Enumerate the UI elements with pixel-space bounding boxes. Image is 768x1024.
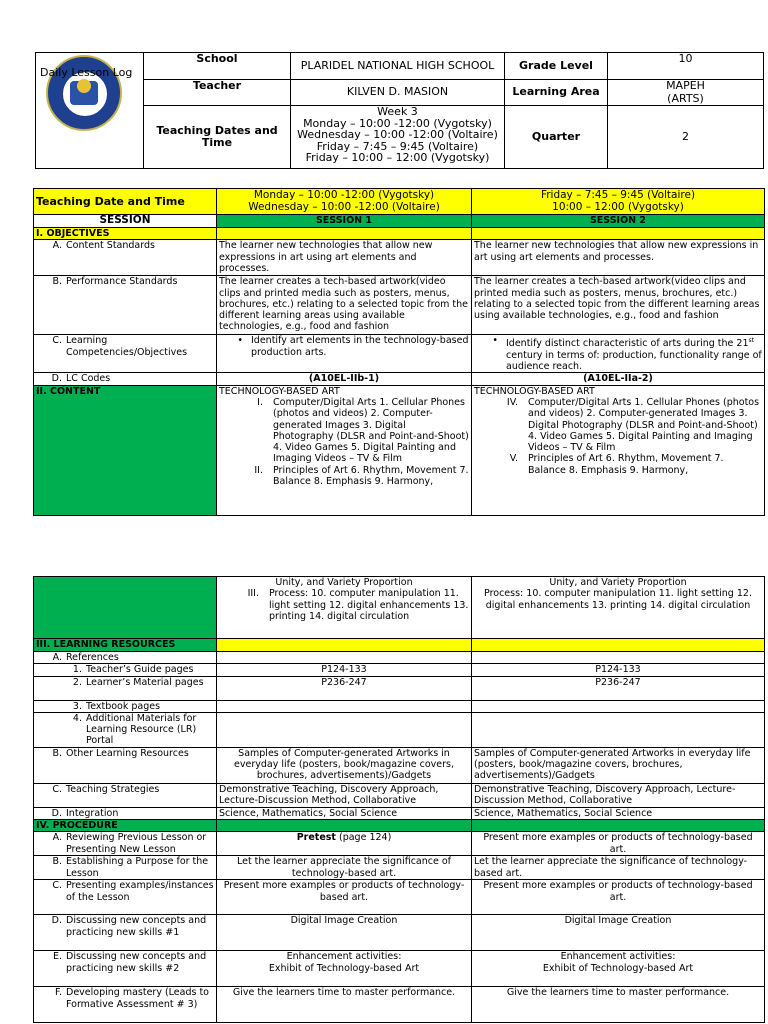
procedure-d-label: D. Discussing new concepts and practicing new skills #1 (34, 915, 217, 951)
procedure-a-s2: Present more examples or products of technology-based art. (472, 832, 765, 856)
session1-time: Monday – 10:00 -12:00 (Vygotsky) Wednesday – 10:00 -12:00 (Voltaire) (217, 189, 472, 215)
grade-level-value: 10 (608, 53, 764, 80)
session1-label: SESSION 1 (217, 215, 472, 228)
procedure-c-label: C. Presenting examples/instances of the Lesson (34, 880, 217, 915)
learning-competencies-s1: • Identify art elements in the technology-based production arts. (217, 335, 472, 373)
learning-area-value (608, 80, 764, 106)
other-resources-s2: Samples of Computer-generated Artworks in everyday life (posters, book/magazine covers, brochures, advertisements)/Gadgets (472, 747, 765, 783)
learning-area-line-2: (ARTS) (667, 91, 704, 105)
procedure-c-s1: Present more examples or products of technology-based art. (217, 880, 472, 915)
teaching-strategies-s2: Demonstrative Teaching, Discovery Approach, Lecture-Discussion Method, Collaborative (472, 783, 765, 807)
integration-s1: Science, Mathematics, Social Science (217, 807, 472, 819)
procedure-f-s1: Give the learners time to master performance. (217, 987, 472, 1023)
procedure-e-s1: Enhancement activities: Exhibit of Technology-based Art (217, 951, 472, 987)
teaching-dates-value: Week 3 Monday – 10:00 -12:00 (Vygotsky) Wednesday – 10:00 -12:00 (Voltaire) Friday – 7:45 – 9:45 (Voltaire) Friday – 10:00 – 12:00 (Vygotsky) (291, 106, 505, 169)
teacher-label: Teacher (144, 80, 291, 106)
quarter-label: Quarter (505, 106, 608, 169)
content-cont-s1: Unity, and Variety Proportion III. Process: 10. computer manipulation 11. light setting 12. digital enhancements 13. printing 14. digital circulation (217, 577, 472, 639)
lc-code-s2: (A10EL-IIa-2) (472, 373, 765, 385)
other-resources-label: B. Other Learning Resources (34, 747, 217, 783)
quarter-value: 2 (608, 106, 764, 169)
teachers-guide-s1: P124-133 (217, 664, 472, 676)
content-continued (34, 577, 217, 639)
teaching-date-time-label: Teaching Date and Time (34, 189, 217, 215)
content-cont-s2: Unity, and Variety Proportion Process: 10. computer manipulation 11. light setting 12. digital enhancements 13. printing 14. digital circulation (472, 577, 765, 639)
procedure-d-s1: Digital Image Creation (217, 915, 472, 951)
procedure-c-s2: Present more examples or products of technology-based art. (472, 880, 765, 915)
integration-s2: Science, Mathematics, Social Science (472, 807, 765, 819)
lc-codes-label: D. LC Codes (34, 373, 217, 385)
procedure-e-s2: Enhancement activities: Exhibit of Technology-based Art (472, 951, 765, 987)
grade-level-label: Grade Level (505, 53, 608, 80)
learning-area-label: Learning Area (505, 80, 608, 106)
content-s2: TECHNOLOGY-BASED ART IV. Computer/Digital Arts 1. Cellular Phones (photos and videos) 2. Computer-generated Images 3. Digital Photography (DLSR and Point-and-Shoot) 4. Video Games 5. Digital Painting and Imaging Videos – TV & Film V. Principles of Art 6. Rhythm, Movement 7. Balance 8. Emphasis 9. Harmony, (472, 385, 765, 515)
learners-material-label: 2. Learner’s Material pages (34, 676, 217, 700)
content-standards-s2: The learner new technologies that allow new expressions in art using art elements and processes. (472, 240, 765, 276)
references-label: A. References (34, 652, 217, 664)
procedure-a-label: A. Reviewing Previous Lesson or Presenting New Lesson (34, 832, 217, 856)
lc-code-s1: (A10EL-IIb-1) (217, 373, 472, 385)
teaching-strategies-s1: Demonstrative Teaching, Discovery Approach, Lecture-Discussion Method, Collaborative (217, 783, 472, 807)
procedure-b-label: B. Establishing a Purpose for the Lesson (34, 856, 217, 880)
procedure-b-s2: Let the learner appreciate the significance of technology-based art. (472, 856, 765, 880)
teachers-guide-label: 1. Teacher’s Guide pages (34, 664, 217, 676)
performance-standards-s2: The learner creates a tech-based artwork(video clips and printed media such as posters, menus, brochures, etc.) relating to a selected topic from the different learning areas using available technologies, e.g., food and fashion (472, 276, 765, 335)
performance-standards-s1: The learner creates a tech-based artwork(video clips and printed media such as posters, menus, brochures, etc.) relating to a selected topic from the different learning areas using available technologies, e.g., food and fashion (217, 276, 472, 335)
lesson-table-page2 (33, 576, 765, 1023)
procedure-e-label: E. Discussing new concepts and practicing new skills #2 (34, 951, 217, 987)
procedure-heading: IV. PROCEDURE (34, 820, 217, 832)
teacher-value: KILVEN D. MASION (291, 80, 505, 106)
lesson-table-page1 (33, 188, 765, 516)
other-resources-s1: Samples of Computer-generated Artworks in everyday life (posters, book/magazine covers, brochures, advertisements)/Gadgets (217, 747, 472, 783)
school-value: PLARIDEL NATIONAL HIGH SCHOOL (291, 53, 505, 80)
learning-area-line-1: MAPEH (666, 79, 705, 92)
content-standards-s1: The learner new technologies that allow new expressions in art using art elements and processes. (217, 240, 472, 276)
teaching-strategies-label: C. Teaching Strategies (34, 783, 217, 807)
procedure-b-s1: Let the learner appreciate the significance of technology-based art. (217, 856, 472, 880)
additional-materials-label: 4. Additional Materials for Learning Resource (LR) Portal (34, 712, 217, 747)
header-table (35, 52, 764, 169)
form-title: Daily Lesson Log (40, 66, 133, 79)
learners-material-s2: P236-247 (472, 676, 765, 700)
procedure-f-label: F. Developing mastery (Leads to Formative Assessment # 3) (34, 987, 217, 1023)
school-label: School (144, 53, 291, 80)
learners-material-s1: P236-247 (217, 676, 472, 700)
procedure-d-s2: Digital Image Creation (472, 915, 765, 951)
learning-competencies-s2: • Identify distinct characteristic of arts during the 21st century in terms of: production, functionality range of audience reach. (472, 335, 765, 373)
session2-label: SESSION 2 (472, 215, 765, 228)
procedure-f-s2: Give the learners time to master performance. (472, 987, 765, 1023)
teachers-guide-s2: P124-133 (472, 664, 765, 676)
textbook-pages-label: 3. Textbook pages (34, 700, 217, 712)
teaching-dates-label: Teaching Dates and Time (144, 106, 291, 169)
performance-standards-label: B. Performance Standards (34, 276, 217, 335)
content-standards-label: A. Content Standards (34, 240, 217, 276)
integration-label: D. Integration (34, 807, 217, 819)
content-heading: II. CONTENT (34, 385, 217, 515)
learning-resources-heading: III. LEARNING RESOURCES (34, 639, 217, 652)
learning-competencies-label: C. Learning Competencies/Objectives (34, 335, 217, 373)
procedure-a-s1: Pretest (page 124) (217, 832, 472, 856)
objectives-heading: I. OBJECTIVES (34, 228, 217, 240)
session-label: SESSION (34, 215, 217, 228)
session2-time: Friday – 7:45 – 9:45 (Voltaire) 10:00 – 12:00 (Vygotsky) (472, 189, 765, 215)
content-s1: TECHNOLOGY-BASED ART I. Computer/Digital Arts 1. Cellular Phones (photos and videos) 2. Computer-generated Images 3. Digital Photography (DLSR and Point-and-Shoot) 4. Video Games 5. Digital Painting and Imaging Videos – TV & Film II. Principles of Art 6. Rhythm, Movement 7. Balance 8. Emphasis 9. Harmony, (217, 385, 472, 515)
